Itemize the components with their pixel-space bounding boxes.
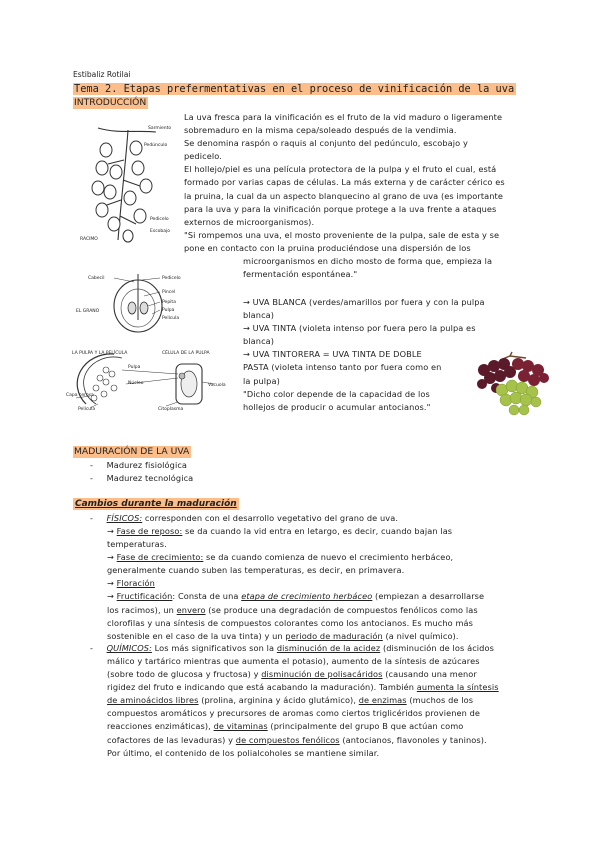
text-line: La uva fresca para la vinificación es el fruto de la vid maduro o ligeramente — [184, 112, 503, 122]
text-span: (se produce una degradación de compuestos fenólicos como las — [205, 604, 478, 615]
fructificacion-label: Fructificación — [116, 591, 173, 602]
text-line: externos de microorganismos). — [184, 216, 315, 227]
text-line: "Si rompemos una uva, el mosto proveniente de la pulpa, sale de esta y se — [184, 229, 500, 240]
fisicos-text: corresponden con el desarrollo vegetativo del grano de uva. — [142, 513, 399, 523]
text-span: envero — [176, 604, 206, 615]
label-la-pulpa-y-pelicula: LA PULPA Y LA PELÍCULA — [72, 351, 128, 356]
text-line: blanca) — [243, 336, 275, 347]
fructificacion-line-3: clorofilas y una síntesis de compuestos colorantes como los antocianos. Es mucho más — [107, 617, 474, 628]
text-span: (a nivel químico). — [382, 630, 459, 641]
document-title: Tema 2. Etapas prefermentativas en el proceso de vinificación de la uva — [74, 83, 515, 95]
crecimiento-label: Fase de crecimiento: — [116, 552, 204, 563]
text-span: reacciones enzimáticas), — [107, 721, 214, 732]
label-pedunculo: Pedúnculo — [144, 143, 168, 148]
text-span: periodo de maduración — [285, 630, 383, 641]
label-pulpa-grano: Pulpa — [162, 308, 175, 313]
quimicos-line-5 — [107, 694, 499, 707]
text-span: cofactores de las levaduras) y — [107, 734, 236, 745]
text-span: (causando una menor — [382, 669, 477, 680]
fructificacion-line-2 — [107, 604, 484, 617]
crecimiento-line: → Fase de crecimiento: se da cuando comienza de nuevo el crecimiento herbáceo, — [107, 552, 454, 563]
crecimiento-line-2: generalmente cuando suben las temperaturas, es decir, en primavera. — [107, 565, 405, 576]
text-span: de compuestos fenólicos — [235, 734, 340, 745]
quimicos-line-3 — [107, 668, 499, 681]
text-line: → UVA BLANCA (verdes/amarillos por fuera y con la pulpa — [243, 297, 485, 307]
label-pelicula: Película — [78, 407, 96, 412]
text-span: disminución de la acidez — [276, 643, 381, 653]
cambios-heading: Cambios durante la maduración — [75, 499, 237, 509]
fisicos-line: - FÍSICOS: corresponden con el desarrollo vegetativo del grano de uva. — [90, 513, 399, 523]
reposo-label: Fase de reposo: — [116, 526, 183, 536]
text-span: sostenible en el caso de la uva tinta) y un — [107, 630, 286, 641]
racimo-diagram — [78, 120, 186, 260]
label-citoplasma: Citoplasma — [158, 407, 184, 412]
text-span: disminución de polisacáridos — [261, 669, 383, 680]
text-span: Los más significativos son la — [151, 643, 277, 653]
grano-diagram — [74, 268, 192, 336]
text-span: (antocianos, flavonoles y taninos). — [339, 734, 487, 745]
text-line: fermentación espontánea." — [243, 269, 358, 280]
list-item-text: Madurez tecnológica — [106, 473, 194, 484]
text-span: (empiezan a desarrollarse — [372, 591, 485, 602]
text-span: (disminución de los ácidos — [380, 643, 494, 653]
text-line: pone en contacto con la pruina produciéndose una dispersión de los — [184, 242, 471, 253]
label-el-grano: EL GRANO — [76, 309, 100, 314]
text-line: para la uva y para la vinificación porque protege a la uva frente a ataques — [184, 203, 497, 214]
text-line: Se denomina raspón o raquis al conjunto del pedúnculo, escobajo y — [184, 138, 468, 149]
text-span: (principalmente del grupo B que actúan como — [267, 721, 464, 732]
text-line: pedicelo. — [184, 151, 222, 162]
maduracion-heading: MADURACIÓN DE LA UVA — [74, 446, 190, 457]
author-name: Estibaliz Rotilai — [73, 70, 131, 79]
label-racimo: RACIMO — [80, 237, 98, 242]
text-line: la pulpa) — [243, 375, 280, 386]
text-span: (sobre todo de glucosa y fructosa) y — [107, 669, 262, 680]
label-nucleo: Núcleo — [128, 381, 144, 386]
quimicos-line-7 — [107, 720, 499, 733]
grape-types-list — [243, 296, 485, 414]
text-line: blanca) — [243, 310, 275, 321]
quimicos-details — [107, 655, 499, 760]
list-item-text: Madurez fisiológica — [106, 460, 188, 470]
text-line: El hollejo/piel es una película protectora de la pulpa y el fruto el cual, está — [184, 164, 497, 175]
cambios-list — [90, 512, 398, 525]
text-span: rigidez del fruto e indicando que está acabando la maduración). También — [107, 682, 417, 693]
text-line: PASTA (violeta intenso tanto por fuera como en — [243, 362, 442, 373]
reposo-line: → Fase de reposo: se da cuando la vid entra en letargo, es decir, cuando bajan las — [107, 526, 453, 536]
intro-paragraph-narrow — [243, 255, 492, 281]
reposo-line-2: temperaturas. — [107, 539, 167, 550]
quimicos-line-6: compuestos aromáticos y precursores de aromas como ciertos triglicéridos provienen de — [107, 708, 481, 719]
reposo-text: se da cuando la vid entra en letargo, es decir, cuando bajan las — [182, 526, 453, 536]
floracion-line: → Floración — [107, 578, 155, 589]
text-span: los racimos), un — [107, 604, 177, 615]
text-line: "Dicho color depende de la capacidad de los — [243, 388, 430, 399]
label-escobajo: Escobajo — [150, 229, 171, 234]
text-span: etapa de crecimiento herbáceo — [241, 591, 373, 602]
text-span: aumenta la síntesis — [416, 682, 499, 693]
label-cabecil: Cabecil — [88, 276, 105, 281]
label-vacuola: Vacuola — [208, 383, 226, 388]
quimicos-label: QUÍMICOS: — [106, 643, 152, 653]
intro-heading: INTRODUCCIÓN — [74, 97, 147, 108]
fructificacion-line-4 — [107, 630, 484, 643]
list-item: - Madurez tecnológica — [90, 473, 194, 484]
text-line: → UVA TINTA (violeta intenso por fuera pero la pulpa es — [243, 323, 476, 334]
intro-paragraph — [184, 111, 505, 255]
quimicos-line-9: Por último, el contenido de los polialcoholes se mantiene similar. — [107, 747, 380, 758]
text-span: (prolina, arginina y ácido glutámico), — [198, 695, 359, 706]
quimicos-line-8 — [107, 734, 499, 747]
text-line: microorganismos en dicho mosto de forma que, empieza la — [243, 256, 493, 266]
text-span: de aminoácidos libres — [107, 695, 199, 706]
fisicos-label: FÍSICOS: — [106, 513, 143, 523]
list-item: - Madurez fisiológica — [90, 460, 188, 470]
pulpa-pelicula-diagram — [66, 346, 242, 412]
label-sarmiento: Sarmiento — [148, 126, 172, 131]
text-line: formado por varias capas de células. La más externa y de carácter cérico es — [184, 177, 505, 188]
text-line: hollejos de producir o acumular antocianos." — [243, 401, 431, 412]
grapes-image — [470, 350, 554, 418]
quimicos-line-2: málico y tartárico mientras que aumenta el potasio), aumento de la síntesis de azúcares — [107, 656, 480, 666]
maduracion-list — [90, 459, 193, 485]
label-celula-pulpa: CÉLULA DE LA PULPA — [162, 351, 210, 356]
text-span: de enzimas — [358, 695, 407, 706]
text-span: : Consta de una — [172, 591, 242, 602]
text-line: la pruina, la cual da un aspecto blanquecino al grano de uva (es importante — [184, 190, 503, 201]
floracion-label: Floración — [116, 578, 155, 589]
label-capa-cerosa: Capa cerosa — [66, 393, 94, 398]
fructificacion-line: → Fructificación: Consta de una etapa de crecimiento herbáceo (empiezan a desarrollarse — [107, 591, 485, 602]
fisicos-details — [107, 525, 484, 643]
quimicos-line-4 — [107, 681, 499, 694]
crecimiento-text: se da cuando comienza de nuevo el crecimiento herbáceo, — [203, 552, 454, 563]
quimicos-first: - QUÍMICOS: Los más significativos son la disminución de la acidez (disminución de los ácidos — [90, 643, 494, 653]
label-pedicelo-grano: Pedicelo — [162, 276, 181, 281]
label-pelicula-grano: Película — [162, 316, 180, 321]
label-pulpa: Pulpa — [128, 365, 141, 370]
text-line: sobremaduro en la misma cepa/soleado después de la vendimia. — [184, 125, 457, 136]
label-pincel: Pincel — [162, 290, 176, 295]
quimicos-line — [90, 642, 494, 655]
text-span: (muchos de los — [406, 695, 474, 706]
text-line: → UVA TINTORERA = UVA TINTA DE DOBLE — [243, 349, 422, 360]
text-span: de vitaminas — [213, 721, 268, 732]
label-pepita: Pepita — [162, 300, 176, 305]
label-pedicelo: Pedicelo — [150, 217, 169, 222]
